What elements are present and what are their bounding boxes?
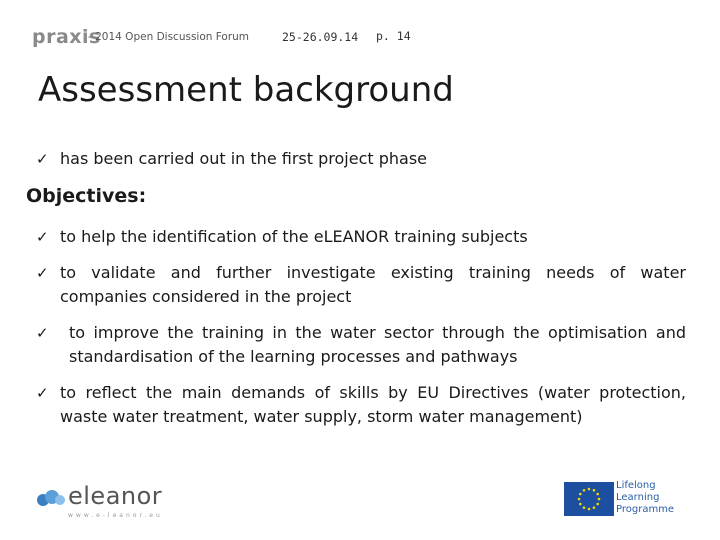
objective-text: to help the identification of the eLEANOR training subjects bbox=[60, 227, 528, 246]
eleanor-logo bbox=[36, 482, 176, 522]
praxis-brand: praxis bbox=[32, 26, 101, 48]
llp-label bbox=[616, 480, 674, 516]
llp-line: Learning bbox=[616, 492, 660, 503]
droplets-icon bbox=[36, 486, 66, 510]
checkmark-icon: ✓ bbox=[36, 384, 49, 402]
intro-bullet bbox=[36, 147, 686, 171]
checkmark-icon: ✓ bbox=[36, 324, 49, 342]
page-number: p. 14 bbox=[376, 29, 411, 43]
llp-line: Programme bbox=[616, 504, 675, 515]
objectives-heading: Objectives: bbox=[26, 185, 147, 207]
objective-text: to improve the training in the water sector through the optimisation and standardisation of the learning processes and pathways bbox=[69, 323, 686, 366]
checkmark-icon: ✓ bbox=[36, 264, 49, 282]
intro-bullet-text: has been carried out in the first project phase bbox=[60, 149, 427, 168]
objective-text: to reflect the main demands of skills by EU Directives (water protection, waste water treatment, water supply, storm water management) bbox=[60, 383, 686, 426]
slide-title: Assessment background bbox=[38, 70, 454, 110]
objective-item bbox=[36, 381, 686, 453]
llp-line: Lifelong bbox=[616, 480, 656, 491]
logo-wordmark: eleanor bbox=[68, 482, 163, 510]
slide-header bbox=[32, 26, 720, 48]
checkmark-icon: ✓ bbox=[36, 150, 49, 168]
objective-item bbox=[36, 261, 686, 309]
objective-item bbox=[36, 225, 686, 249]
logo-url: www.e-leanor.eu bbox=[68, 512, 163, 519]
checkmark-icon: ✓ bbox=[36, 228, 49, 246]
forum-label: - 2014 Open Discussion Forum bbox=[88, 31, 250, 43]
eu-flag-icon bbox=[564, 482, 614, 516]
objective-text: to validate and further investigate existing training needs of water companies considered in the project bbox=[60, 263, 686, 306]
objective-item bbox=[36, 321, 686, 369]
date-label: 25-26.09.14 bbox=[282, 30, 359, 44]
